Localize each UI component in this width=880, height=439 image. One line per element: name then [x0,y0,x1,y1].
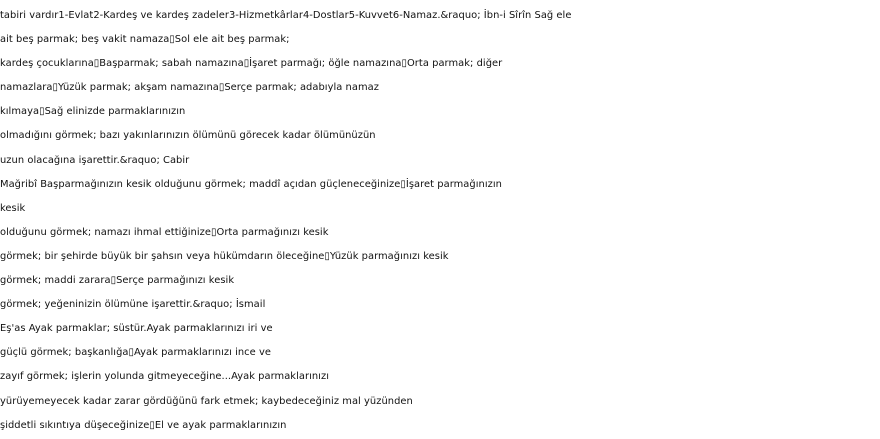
text-line-10: olduğunu görmek; namazı ihmal ettiğinize▯Orta parmağınızı kesik [0,226,329,238]
text-line-17: yürüyemeyecek kadar zarar gördüğünü fark etmek; kaybedeceğiniz mal yüzünden [0,395,413,407]
text-line-18: şiddetli sıkıntıya düşeceğinize▯El ve ayak parmaklarınızın [0,419,287,431]
text-line-6: olmadığını görmek; bazı yakınlarınızın ölümünü görecek kadar ölümünüzün [0,130,376,142]
text-line-14: Eş'as Ayak parmaklar; süstür.Ayak parmaklarınızı iri ve [0,323,273,335]
text-line-8: Mağribî Başparmağınızın kesik olduğunu görmek; maddî açıdan güçleneceğinize▯İşaret parmağınızın [0,178,502,190]
text-line-5: kılmaya▯Sağ elinizde parmaklarınızın [0,106,186,118]
text-line-13: görmek; yeğeninizin ölümüne işarettir.&raquo; İsmail [0,299,266,311]
text-line-12: görmek; maddi zarara▯Serçe parmağınızı kesik [0,275,235,287]
text-line-4: namazlara▯Yüzük parmak; akşam namazına▯Serçe parmak; adabıyla namaz [0,82,379,94]
text-line-1: tabiri vardır1-Evlat2-Kardeş ve kardeş zadeler3-Hizmetkârlar4-Dostlar5-Kuvvet6-Namaz.&raquo; İbn-i Sîrîn Sağ ele [0,10,572,21]
text-line-16: zayıf görmek; işlerin yolunda gitmeyeceğine...Ayak parmaklarınızı [0,371,330,383]
text-line-7: uzun olacağına işarettir.&raquo; Cabir [0,154,190,166]
text-line-3: kardeş çocuklarına▯Başparmak; sabah namazına▯İşaret parmağı; öğle namazına▯Orta parmak; diğer [0,58,503,70]
text-line-15: güçlü görmek; başkanlığa▯Ayak parmaklarınızı ince ve [0,347,271,359]
text-line-2: ait beş parmak; beş vakit namaza▯Sol ele ait beş parmak; [0,34,290,46]
text-line-9: kesik [0,202,26,214]
document-body [0,4,880,438]
text-line-11: görmek; bir şehirde büyük bir şahsın veya hükümdarın öleceğine▯Yüzük parmağınızı kesik [0,250,449,262]
